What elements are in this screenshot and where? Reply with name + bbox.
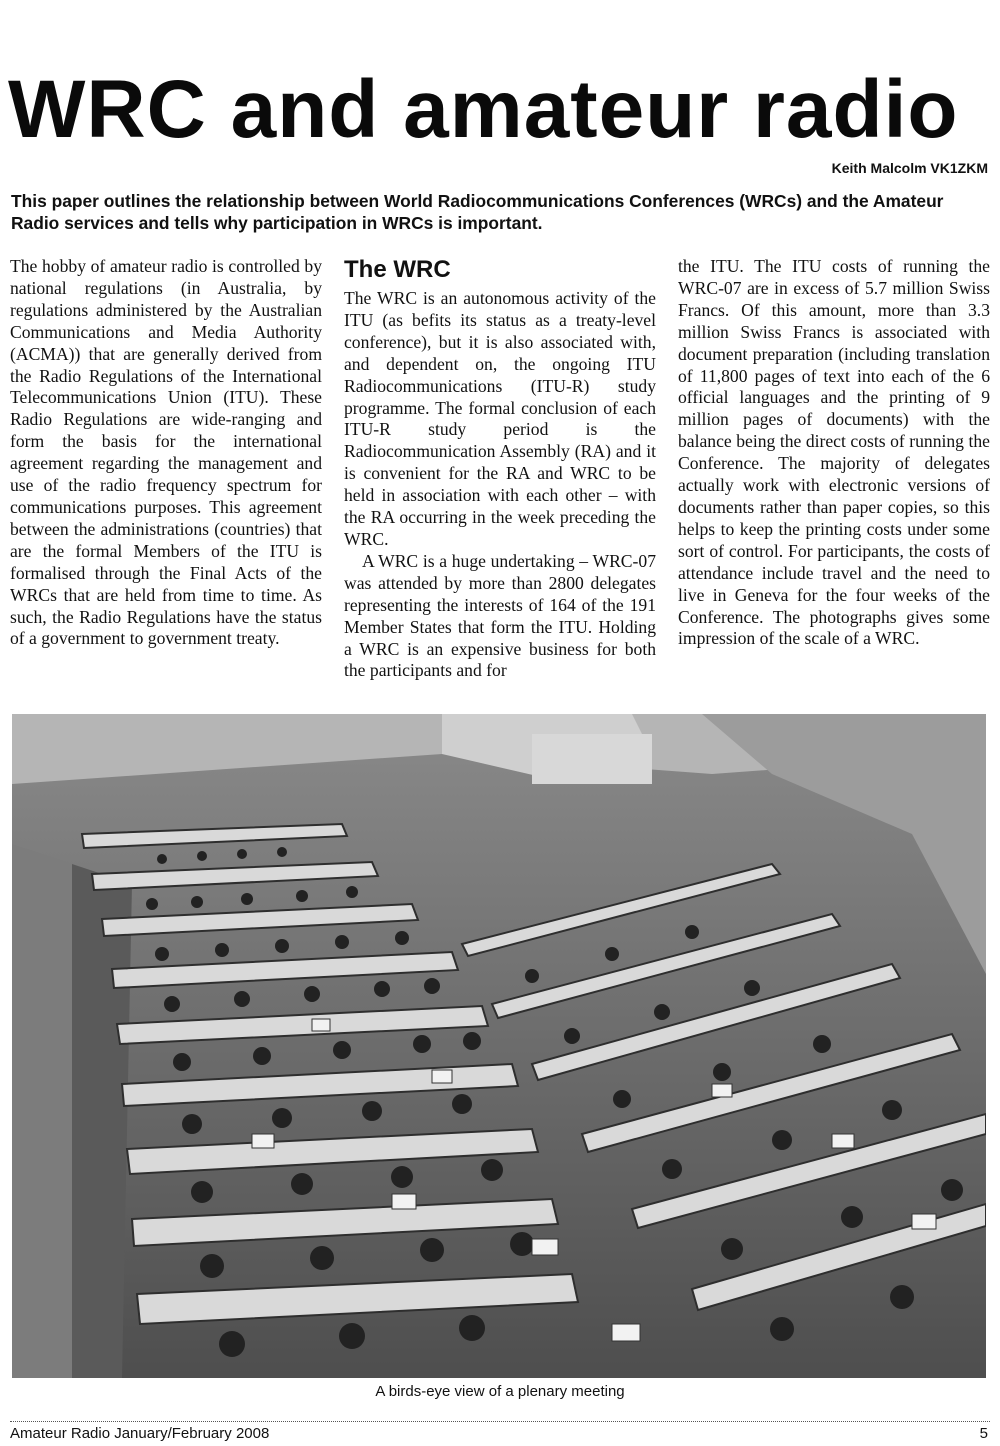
column-1 [10, 256, 322, 650]
plenary-photo-illustration [12, 714, 986, 1378]
body-paragraph: The hobby of amateur radio is controlled by national regulations (in Australia, by regulations administered by the Australian Communications and Media Authority (ACMA)) that are generally derived from the Radio Regulations of the International Telecommunications Union (ITU). These Radio Regulations are wide-ranging and form the basis for the international agreement regarding the management and use of the radio frequency spectrum for communications purposes. This agreement between the administrations (countries) that are the formal Members of the ITU is formalised through the Final Acts of the WRCs that are held from time to time. As such, the Radio Regulations have the status of a government to government treaty. [10, 256, 322, 649]
page-number: 5 [979, 1425, 988, 1442]
column-3 [678, 256, 990, 650]
photo-caption: A birds-eye view of a plenary meeting [375, 1383, 625, 1400]
column-2 [344, 256, 656, 682]
body-paragraph: A WRC is a huge undertaking – WRC-07 was attended by more than 2800 delegates representing the interests of 164 of the 191 Member States that form the ITU. Holding a WRC is an expensive business for both the participants and for [344, 550, 656, 681]
footer-publication: Amateur Radio January/February 2008 [10, 1425, 270, 1442]
body-paragraph: The WRC is an autonomous activity of the ITU (as befits its status as a treaty-level conference), but it is also associated with, and dependent on, the ongoing ITU Radiocommunications (ITU-R) study programme. The formal conclusion of each ITU-R study period is the Radiocommunication Assembly (RA) and it is convenient for the RA and WRC to be held in association with each other – with the RA occurring in the week preceding the WRC. [344, 288, 656, 549]
footer-divider [10, 1421, 990, 1422]
plenary-photo [12, 714, 986, 1378]
body-paragraph: the ITU. The ITU costs of running the WRC-07 are in excess of 5.7 million Swiss Francs. Of this amount, more than 3.3 million Swiss Francs is associated with document preparation (including translation of 11,800 pages of text into each of the 6 official languages and the printing of 9 million pages of documents) with the balance being the direct costs of running the Conference. The majority of delegates actually work with electronic versions of documents rather than paper copies, so this helps to keep the printing costs under some sort of control. For participants, the costs of attendance include travel and the need to live in Geneva for the four weeks of the Conference. The photographs gives some impression of the scale of a WRC. [678, 256, 990, 649]
author-byline: Keith Malcolm VK1ZKM [831, 160, 988, 176]
article-title: WRC and amateur radio [8, 64, 959, 155]
standfirst: This paper outlines the relationship between World Radiocommunications Conferences (WRCs) and the Amateur Radio services and tells why participation in WRCs is important. [11, 191, 944, 233]
section-heading: The WRC [344, 256, 451, 283]
